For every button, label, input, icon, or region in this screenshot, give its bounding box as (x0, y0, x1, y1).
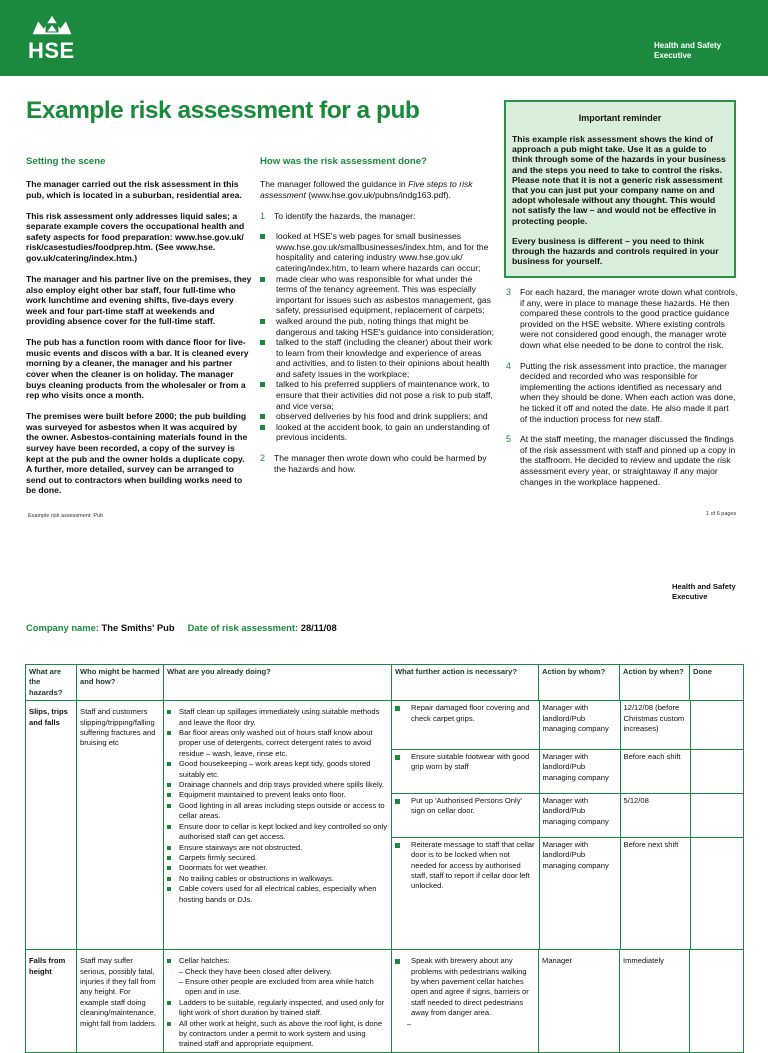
right-column (506, 287, 738, 487)
when-cell: Before next shift (620, 837, 690, 949)
left-paragraph: The pub has a function room with dance floor for live-music events and discos with a bar. It is cleaned every morning by a cleaner, the manager and his partner cover when the cleaner is on holiday. The manager buys cleaning products from the wholesaler or from a rep who visits once a month. (26, 337, 249, 401)
col-header: What are you already doing? (164, 665, 392, 701)
list-item: Ensure suitable footwear with good grip worn by staff (395, 752, 536, 773)
list-item: Doormats for wet weather. (167, 863, 388, 873)
col-header: What further action is necessary? (392, 665, 539, 701)
list-item: Equipment maintained to prevent leaks onto floor. (167, 790, 388, 800)
whom-cell: Manager with landlord/Pub managing company (539, 793, 620, 837)
when-cell: 12/12/08 (before Christmas custom increases) (620, 701, 690, 749)
date-value: 28/11/08 (300, 622, 337, 633)
left-heading: Setting the scene (26, 156, 106, 167)
step-3: 3 For each hazard, the manager wrote down what controls, if any, were in place to manage these hazards. He then compared these controls to the good practice guidance provided on the HSE website. Where existing controls were not considered good enough, the manager wrote down what else needed to be done to control the risk. (506, 287, 738, 350)
list-item: made clear who was responsible for what under the terms of the tenancy agreement. This was especially important for issues such as asbestos management, gas safety, pressurised equipment, replacement of carpets; (260, 274, 496, 316)
date-label: Date of risk assessment: (187, 622, 299, 633)
list-item: looked at HSE's web pages for small businesses www.hse.gov.uk/smallbusinesses/index.htm, and for the hospitality and catering industry www.hse.gov.uk/ catering/index.htm, to learn where hazards can occur; (260, 231, 496, 273)
company-value: The Smiths' Pub (101, 622, 175, 633)
step-1: 1 To identify the hazards, the manager: (260, 210, 416, 221)
list-item: observed deliveries by his food and drink suppliers; and (260, 411, 496, 422)
col-header: Done (690, 665, 744, 701)
whom-cell: Manager with landlord/Pub managing company (539, 701, 620, 749)
left-paragraph: The premises were built before 2000; the pub building was surveyed for asbestos when it was acquired by the owner. Asbestos-containing materials found in the survey have been recorded, a copy of the survey is kept at the pub and the owner holds a duplicate copy. A further, more detailed, survey can be arranged to send out to contractors when building works need to be done. (26, 411, 248, 496)
middle-column (260, 179, 496, 474)
when-cell: 5/12/08 (620, 793, 690, 837)
done-cell (690, 950, 744, 1053)
list-item: looked at the accident book, to gain an understanding of previous incidents. (260, 422, 496, 443)
sub-item: – Check they have been closed after delivery. (167, 967, 388, 977)
step-4: 4 Putting the risk assessment into practice, the manager decided and recorded who was responsible for implementing the actions identified as necessary and when they should be done. When each action was done, he ticked it off and noted the date. He also made it part of the induction process for new staff. (506, 360, 736, 424)
list-item: Good lighting in all areas including steps outside or access to cellar areas. (167, 801, 388, 822)
middle-heading: How was the risk assessment done? (260, 156, 427, 167)
table-row (26, 701, 744, 950)
col-header: Action by whom? (539, 665, 620, 701)
list-item: Good housekeeping – work areas kept tidy, goods stored suitably etc. (167, 759, 388, 780)
list-item: walked around the pub, noting things that might be dangerous and taking HSE's guidance into consideration; (260, 316, 496, 337)
list-item: Ensure door to cellar is kept locked and key controlled so only authorised staff can get access. (167, 822, 388, 843)
left-paragraph: This risk assessment only addresses liquid sales; a separate example covers the occupational health and safety aspects for food preparation: www.hse.gov.uk/ risk/casestudies/foodprep.htm. (See www.hse. gov.uk/catering/index.htm.) (26, 210, 245, 263)
company-info (26, 622, 337, 633)
header-bar (0, 0, 768, 76)
done-cell (690, 701, 744, 749)
whom-cell: Manager with landlord/Pub managing company (539, 749, 620, 793)
when-cell: Immediately (620, 950, 690, 1053)
reminder-title: Important reminder (578, 113, 662, 123)
logo-text: HSE (28, 38, 75, 63)
identification-list (260, 231, 496, 443)
hazard-cell: Falls from height (26, 950, 77, 1053)
reminder-paragraph: This example risk assessment shows the kind of approach a pub might take. Use it as a guide to think through some of the hazards in your business and the steps you need to take to control the risks. Please note that it is not a generic risk assessment that you can just put your company name on and adopt wholesale without any thought. This would not satisfy the law – and would not be effective in protecting people. (512, 134, 726, 226)
doing-cell (164, 701, 392, 950)
col-header: Action by when? (620, 665, 690, 701)
done-cell (690, 837, 744, 949)
org-name: Health and Safety Executive (654, 41, 722, 60)
list-item: Ensure stairways are not obstructed. (167, 843, 388, 853)
done-cell (690, 793, 744, 837)
list-item: talked to the staff (including the cleaner) about their work to learn from their knowledge and experience of areas and activities, and to listen to their opinions about health and safety issues in the workplace; (260, 337, 496, 379)
who-cell: Staff may suffer serious, possibly fatal, injuries if they fall from any height. For example staff doing cleaning/maintenance, might fall from ladders. (77, 950, 164, 1053)
list-item: Ladders to be suitable, regularly inspected, and used only for light work of short duration by trained staff. (167, 998, 388, 1019)
left-paragraph: The manager carried out the risk assessment in this pub, which is located in a suburban, residential area. (26, 179, 242, 200)
hse-crown-logo-icon (28, 14, 76, 38)
who-cell: Staff and customers slipping/tripping/falling suffering fractures and bruising etc (77, 701, 164, 950)
risk-assessment-table (25, 664, 744, 1053)
actions-cell (392, 701, 744, 950)
further-cell (392, 950, 539, 1053)
whom-cell: Manager with landlord/Pub managing company (539, 837, 620, 949)
step-2: 2 The manager then wrote down who could be harmed by the hazards and how. (260, 453, 487, 474)
col-header: What are the hazards? (26, 665, 77, 701)
page2-org-name: Health and Safety Executive (672, 582, 736, 601)
done-cell (690, 749, 744, 793)
when-cell: Before each shift (620, 749, 690, 793)
left-column (26, 179, 252, 506)
list-item: Put up 'Authorised Persons Only' sign on cellar door. (395, 796, 536, 817)
list-item: Reiterate message to staff that cellar door is to be locked when not needed for access by authorised staff, staff to report if cellar door left unlocked. (395, 840, 536, 892)
sub-item: – Ensure other people are excluded from area while hatch open and in use. (167, 977, 388, 998)
list-item: Speak with brewery about any problems with pedestrians walking by when pavement cellar hatches open and agree if signs, barriers or staff needed to direct pedestrians away from danger area. (395, 956, 535, 1018)
page-title: Example risk assessment for a pub (26, 97, 420, 124)
col-header: Who might be harmed and how? (77, 665, 164, 701)
list-item: Bar floor areas only washed out of hours staff know about proper use of detergents, correct detergent rates to avoid residue – wash, leave, rinse etc. (167, 728, 388, 759)
reminder-paragraph: Every business is different – you need to think through the hazards and controls required in your business for yourself. (512, 235, 719, 267)
footer-page-number: 1 of 6 pages (706, 511, 737, 517)
list-item: Cellar hatches: (167, 956, 388, 966)
table-row (26, 950, 744, 1053)
hazard-cell: Slips, trips and falls (26, 701, 77, 950)
middle-intro: The manager followed the guidance in Five steps to risk assessment (www.hse.gov.uk/pubns/indg163.pdf). (260, 179, 473, 200)
table-header-row (26, 665, 744, 701)
list-item: Repair damaged floor covering and check carpet grips. (395, 703, 536, 724)
company-label: Company name: (26, 622, 99, 633)
important-reminder-box (504, 100, 736, 278)
step-5: 5 At the staff meeting, the manager discussed the findings of the risk assessment with staff and pinned up a copy in the staffroom. He decided to review and update the risk assessment every year, or straightaway if any major changes in the workplace happened. (506, 434, 736, 487)
list-item: No trailing cables or obstructions in walkways. (167, 874, 388, 884)
list-item: Cable covers used for all electrical cables, especially when hosting bands or DJs. (167, 884, 388, 905)
list-item: talked to his preferred suppliers of maintenance work, to ensure that their activities did not pose a risk to pub staff, and vice versa; (260, 379, 496, 411)
list-item: Carpets firmly secured. (167, 853, 388, 863)
whom-cell: Manager (539, 950, 620, 1053)
doing-cell (164, 950, 392, 1053)
list-item: Drainage channels and drip trays provided where spills likely. (167, 780, 388, 790)
list-item: Staff clean up spillages immediately using suitable methods and leave the floor dry. (167, 707, 388, 728)
list-item: All other work at height, such as above the roof light, is done by contractors under a permit to work system and using trained staff and appropriate equipment. (167, 1019, 388, 1050)
dash-item: – (407, 1018, 412, 1028)
left-paragraph: The manager and his partner live on the premises, they also employ eight other bar staff, four full-time who work lunchtime and evening shifts, five-days every week and four part-time staff at weekends and providing absence cover for the full-time staff. (26, 273, 252, 327)
footer-doc-name: Example risk assessment: Pub (28, 513, 104, 519)
